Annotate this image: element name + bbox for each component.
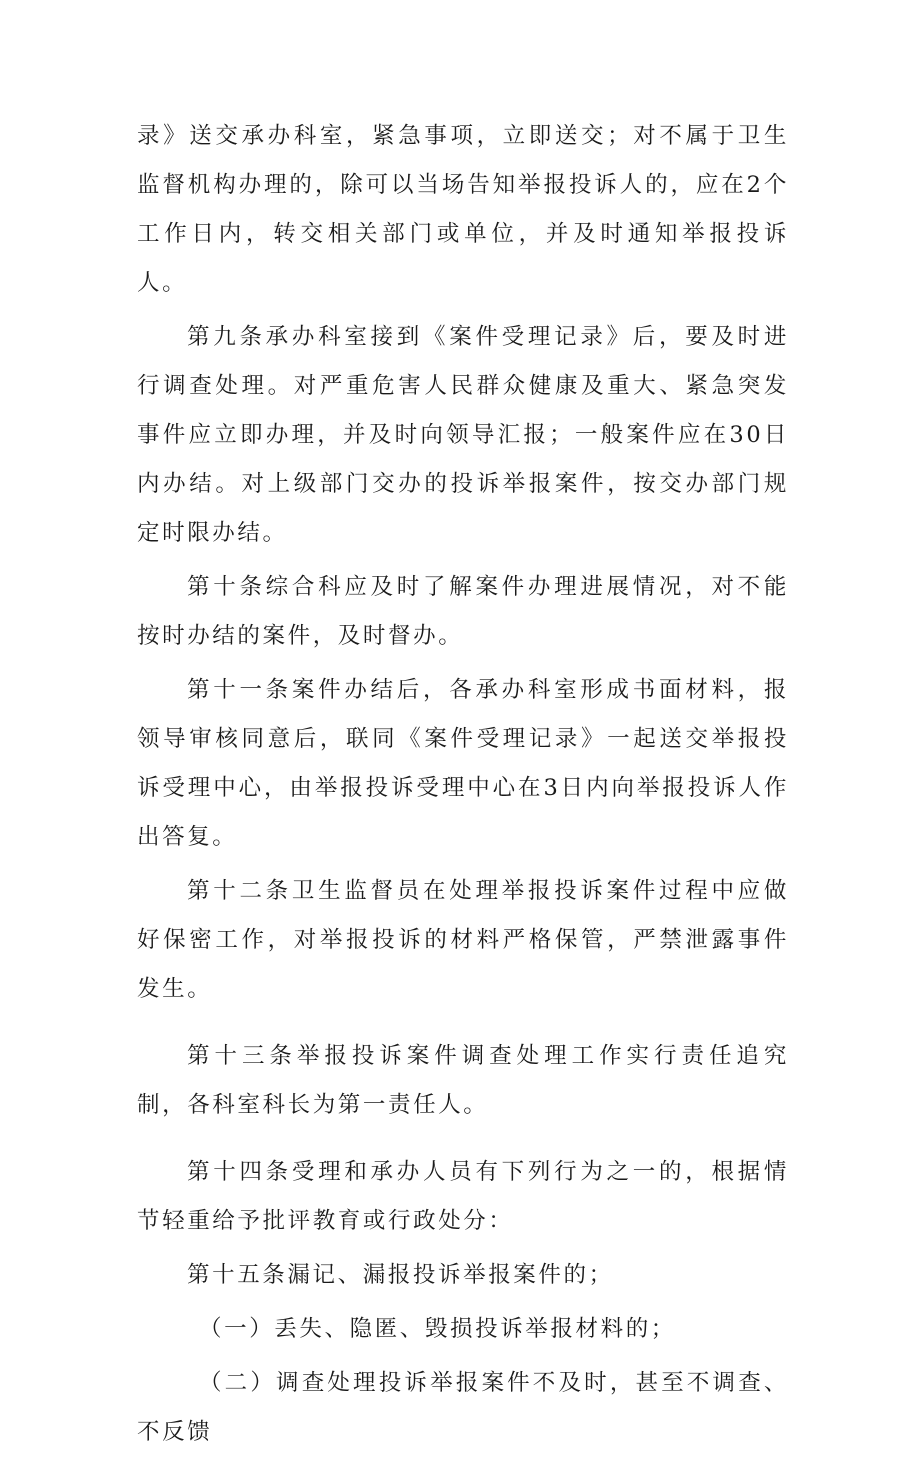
list-item-1: （一）丢失、隐匿、毁损投诉举报材料的； [199, 1316, 676, 1342]
paragraph-article-11: 第十一条案件办结后，各承办科室形成书面材料，报领导审核同意后，联同《案件受理记录》一起送交举报投诉受理中心，由举报投诉受理中心在3日内向举报投诉人作出答复。 [137, 677, 789, 850]
list-item-2: （二）调查处理投诉举报案件不及时，甚至不调查、不反馈 [137, 1370, 789, 1445]
paragraph-article-12: 第十二条卫生监督员在处理举报投诉案件过程中应做好保密工作，对举报投诉的材料严格保管，严禁泄露事件发生。 [137, 878, 789, 1002]
document-body [137, 112, 789, 1457]
paragraph-article-9: 第九条承办科室接到《案件受理记录》后，要及时进行调查处理。对严重危害人民群众健康及重大、紧急突发事件应立即办理，并及时向领导汇报；一般案件应在30日内办结。对上级部门交办的投诉举报案件，按交办部门规定时限办结。 [137, 324, 789, 546]
paragraph-article-15: 第十五条漏记、漏报投诉举报案件的； [187, 1262, 614, 1288]
paragraph-article-13: 第十三条举报投诉案件调查处理工作实行责任追究制，各科室科长为第一责任人。 [137, 1043, 789, 1118]
paragraph-continuation: 录》送交承办科室，紧急事项，立即送交；对不属于卫生监督机构办理的，除可以当场告知举报投诉人的，应在2个工作日内，转交相关部门或单位，并及时通知举报投诉人。 [137, 123, 789, 296]
paragraph-article-14: 第十四条受理和承办人员有下列行为之一的，根据情节轻重给予批评教育或行政处分： [137, 1159, 789, 1234]
paragraph-article-10: 第十条综合科应及时了解案件办理进展情况，对不能按时办结的案件，及时督办。 [137, 574, 789, 649]
